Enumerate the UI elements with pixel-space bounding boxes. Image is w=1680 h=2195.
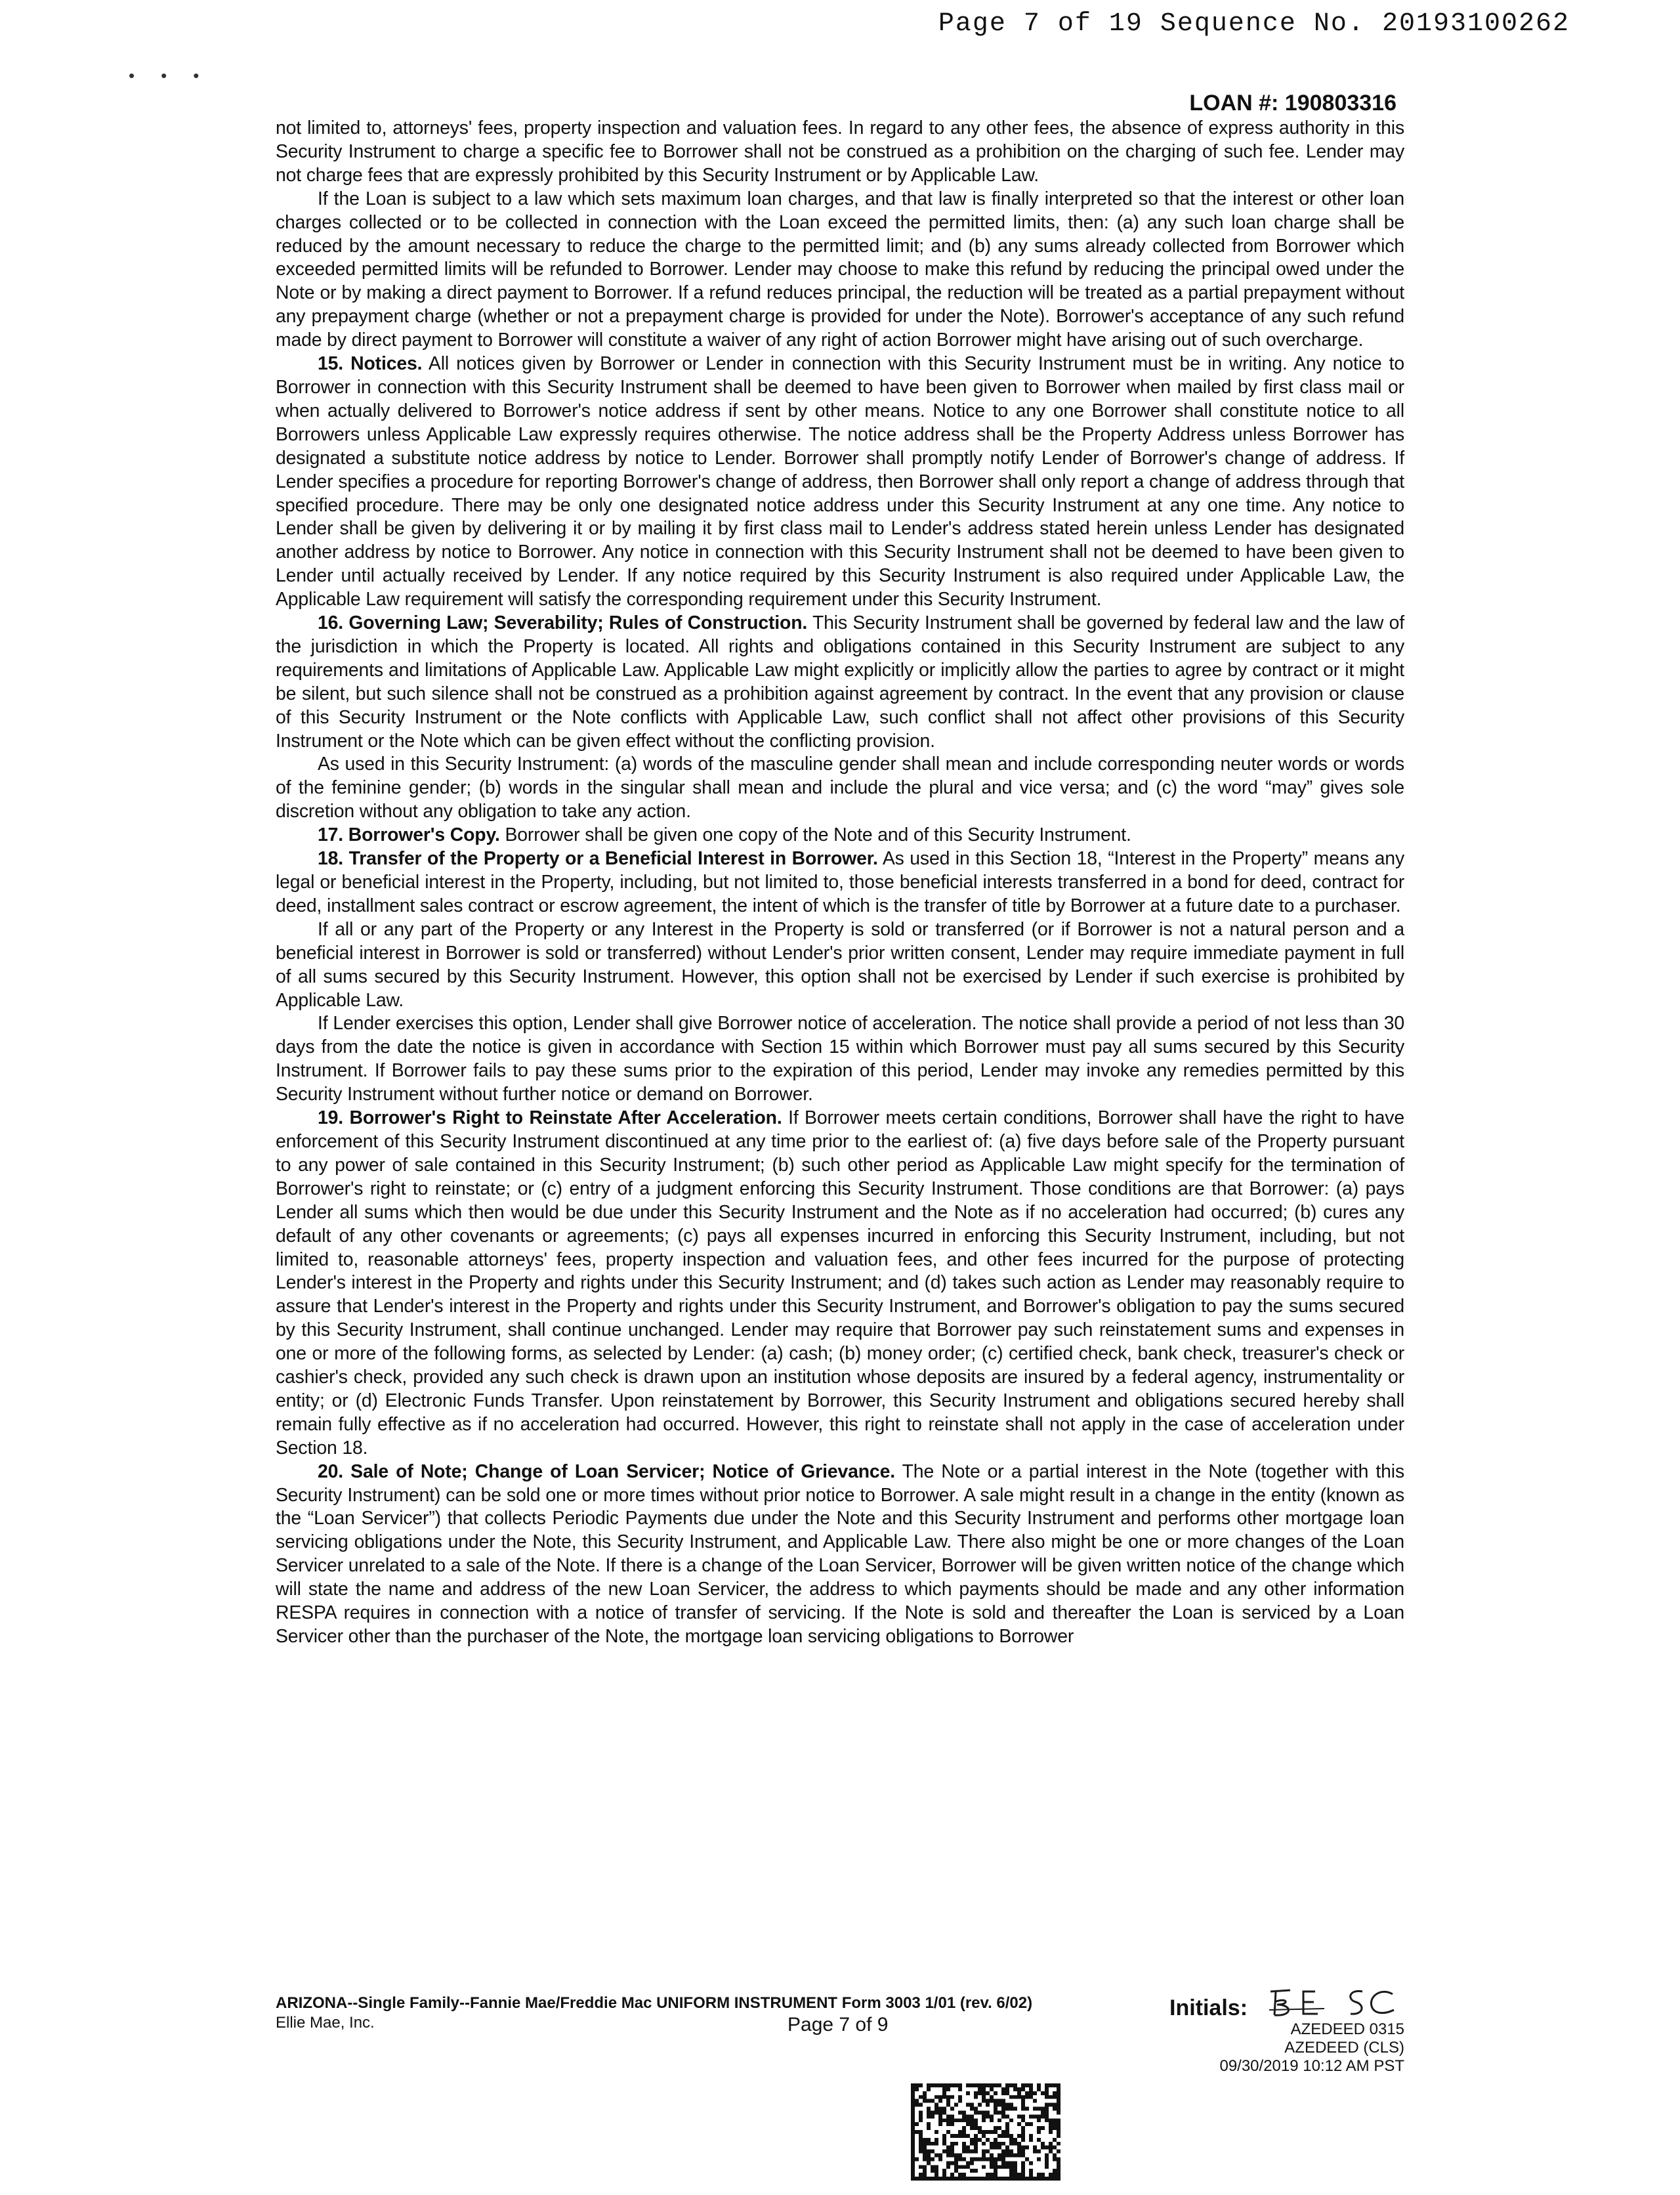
section-text: Borrower shall be given one copy of the Note and of this Security Instrument. [505, 824, 1131, 846]
section-heading: 17. Borrower's Copy. [318, 824, 500, 846]
section-heading: 20. Sale of Note; Change of Loan Servicer; Notice of Grievance. [318, 1460, 895, 1482]
form-code: AZEDEED (CLS) [1284, 2039, 1404, 2056]
section-19 [276, 1107, 1404, 1460]
section-heading: 18. Transfer of the Property or a Beneficial Interest in Borrower. [318, 848, 878, 870]
paragraph: If the Loan is subject to a law which sets maximum loan charges, and that law is finally interpreted so that the interest or other loan charges collected or to be collected in connection with the Loan exceed the permitted limits, then: (a) any such loan charge shall be reduced by the amount necessary to reduce the charge to the permitted limit; and (b) any sums already collected from Borrower which exceeded permitted limits will be refunded to Borrower. Lender may choose to make this refund by reducing the principal owed under the Note or by making a direct payment to Borrower. If a refund reduces principal, the reduction will be treated as a partial prepayment without any prepayment charge (whether or not a prepayment charge is provided for under the Note). Borrower's acceptance of any such refund made by direct payment to Borrower will constitute a waiver of any right of action Borrower might have arising out of such overcharge. [276, 188, 1404, 351]
paragraph: If Lender exercises this option, Lender shall give Borrower notice of acceleration. The notice shall provide a period of not less than 30 days from the date the notice is given in accordance with Section 15 within which Borrower must pay all sums secured by this Security Instrument. If Borrower fails to pay these sums prior to the expiration of this period, Lender may invoke any remedies permitted by this Security Instrument without further notice or demand on Borrower. [276, 1013, 1404, 1105]
section-20 [276, 1460, 1404, 1649]
paragraph: not limited to, attorneys' fees, property inspection and valuation fees. In regard to any other fees, the absence of express authority in this Security Instrument to charge a specific fee to Borrower shall not be construed as a prohibition on the charging of such fee. Lender may not charge fees that are expressly prohibited by this Security Instrument or by Applicable Law. [276, 117, 1404, 186]
section-text: This Security Instrument shall be governed by federal law and the law of the jurisdiction in which the Property is located. All rights and obligations contained in this Security Instrument are subject to any requirements and limitations of Applicable Law. Applicable Law might explicitly or implicitly allow the parties to agree by contract or it might be silent, but such silence shall not be construed as a prohibition against agreement by contract. In the event that any provision or clause of this Security Instrument or the Note conflicts with Applicable Law, such conflict shall not affect other provisions of this Security Instrument or the Note which can be given effect without the conflicting provision. [276, 612, 1404, 752]
section-text: All notices given by Borrower or Lender in connection with this Security Instrument must be in writing. Any notice to Borrower in connection with this Security Instrument shall be deemed to have been given to Borrower when mailed by first class mail or when actually delivered to Borrower's notice address if sent by other means. Notice to any one Borrower shall constitute notice to all Borrowers unless Applicable Law expressly requires otherwise. The notice address shall be the Property Address unless Borrower has designated a substitute notice address by notice to Lender. Borrower shall promptly notify Lender of Borrower's change of address. If Lender specifies a procedure for reporting Borrower's change of address, then Borrower shall only report a change of address through that specified procedure. There may be only one designated notice address under this Security Instrument at any one time. Any notice to Lender shall be given by delivering it or by mailing it by first class mail to Lender's address stated herein unless Lender has designated another address by notice to Borrower. Any notice in connection with this Security Instrument shall not be deemed to have been given to Lender until actually received by Lender. If any notice required by this Security Instrument is also required under Applicable Law, the Applicable Law requirement will satisfy the corresponding requirement under this Security Instrument. [276, 353, 1405, 610]
section-17 [276, 824, 1404, 847]
page-number: Page 7 of 9 [788, 2014, 889, 2035]
page-sequence-header: Page 7 of 19 Sequence No. 20193100262 [938, 9, 1570, 39]
scan-specks: ••• [129, 66, 226, 85]
handwritten-initials-signature [1264, 1982, 1402, 2022]
section-15 [276, 352, 1404, 612]
loan-number: LOAN #: 190803316 [1189, 91, 1396, 116]
2d-barcode-icon [911, 2083, 1060, 2181]
form-title: ARIZONA--Single Family--Fannie Mae/Freddie Mac UNIFORM INSTRUMENT Form 3003 1/01 (rev. 6/02) [276, 1994, 1033, 2012]
print-timestamp: 09/30/2019 10:12 AM PST [1219, 2057, 1404, 2075]
section-text: As used in this Section 18, “Interest in the Property” means any legal or beneficial interest in the Property, including, but not limited to, those beneficial interests transferred in a bond for deed, contract for deed, installment sales contract or escrow agreement, the intent of which is the transfer of title by Borrower at a future date to a purchaser. [276, 848, 1404, 916]
document-body [276, 117, 1404, 1649]
section-heading: 15. Notices. [318, 353, 423, 375]
vendor-name: Ellie Mae, Inc. [276, 2014, 375, 2032]
section-16 [276, 612, 1404, 753]
form-code: AZEDEED 0315 [1290, 2020, 1404, 2038]
form-codes [1219, 2020, 1404, 2076]
page-footer [276, 1994, 1404, 2178]
paragraph: As used in this Security Instrument: (a) words of the masculine gender shall mean and include corresponding neuter words or words of the feminine gender; (b) words in the singular shall mean and include the plural and vice versa; and (c) the word “may” gives sole discretion without any obligation to take any action. [276, 754, 1404, 822]
section-text: If Borrower meets certain conditions, Borrower shall have the right to have enforcement of this Security Instrument discontinued at any time prior to the earliest of: (a) five days before sale of the Property pursuant to any power of sale contained in this Security Instrument; (b) such other period as Applicable Law might specify for the termination of Borrower's right to reinstate; or (c) entry of a judgment enforcing this Security Instrument. Those conditions are that Borrower: (a) pays Lender all sums which then would be due under this Security Instrument and the Note as if no acceleration had occurred; (b) cures any default of any other covenants or agreements; (c) pays all expenses incurred in enforcing this Security Instrument, including, but not limited to, reasonable attorneys' fees, property inspection and valuation fees, and other fees incurred for the purpose of protecting Lender's interest in the Property and rights under this Security Instrument; and (d) takes such action as Lender may reasonably require to assure that Lender's interest in the Property and rights under this Security Instrument, and Borrower's obligation to pay the sums secured by this Security Instrument, shall continue unchanged. Lender may require that Borrower pay such reinstatement sums and expenses in one or more of the following forms, as selected by Lender: (a) cash; (b) money order; (c) certified check, bank check, treasurer's check or cashier's check, provided any such check is drawn upon an institution whose deposits are insured by a federal agency, instrumentality or entity; or (d) Electronic Funds Transfer. Upon reinstatement by Borrower, this Security Instrument and obligations secured hereby shall remain fully effective as if no acceleration had occurred. However, this right to reinstate shall not apply in the case of acceleration under Section 18. [276, 1107, 1404, 1459]
section-heading: 19. Borrower's Right to Reinstate After Acceleration. [318, 1107, 782, 1129]
paragraph: If all or any part of the Property or any Interest in the Property is sold or transferred (or if Borrower is not a natural person and a beneficial interest in Borrower is sold or transferred) without Lender's prior written consent, Lender may require immediate payment in full of all sums secured by this Security Instrument. However, this option shall not be exercised by Lender if such exercise is prohibited by Applicable Law. [276, 918, 1404, 1011]
section-18 [276, 847, 1404, 918]
initials-label: Initials: [1169, 1995, 1248, 2020]
section-text: The Note or a partial interest in the Note (together with this Security Instrument) can be sold one or more times without prior notice to Borrower. A sale might result in a change in the entity (known as the “Loan Servicer”) that collects Periodic Payments due under the Note and this Security Instrument and performs other mortgage loan servicing obligations under the Note, this Security Instrument, and Applicable Law. There also might be one or more changes of the Loan Servicer unrelated to a sale of the Note. If there is a change of the Loan Servicer, Borrower will be given written notice of the change which will state the name and address of the new Loan Servicer, the address to which payments should be made and any other information RESPA requires in connection with a notice of transfer of servicing. If the Note is sold and thereafter the Loan is serviced by a Loan Servicer other than the purchaser of the Note, the mortgage loan servicing obligations to Borrower [276, 1460, 1404, 1647]
section-heading: 16. Governing Law; Severability; Rules of Construction. [318, 612, 808, 634]
